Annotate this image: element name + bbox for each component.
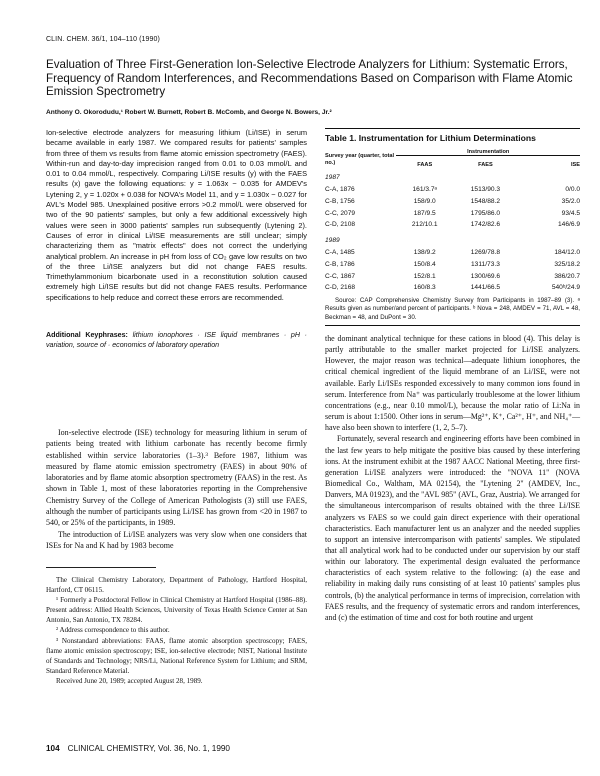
cell-ise: 146/6.9: [558, 221, 580, 229]
article-title: Evaluation of Three First-Generation Ion-Selective Electrode Analyzers for Lithium: Systematic Errors, Frequency of Random Interferences, and Recommendations Based on Comparison with Flame Atomic Emission Spectrometry: [46, 58, 573, 99]
cell-survey: C-A, 1485: [325, 248, 355, 256]
table-caption: Table 1. Instrumentation for Lithium Determinations: [325, 133, 536, 143]
cell-ise: 0/0.0: [565, 185, 580, 193]
paragraph: Ion-selective electrode (ISE) technology for measuring lithium in serum of patients being treated with lithium carbonate has recently become firmly established within service laboratories (1–3).³ Before 1987, lithium was measured by flame atomic emission spectrometry (FAES) in about 90% of laboratories and by flame atomic absorption spectrometry (FAAS) in the rest. As shown in Table 1, most of these laboratories reporting in the Comprehensive Chemistry Survey of the College of American Pathologists (3) still use FAES, although the number of participants using Li/ISE has grown from <20 in 1987 to 540, or 25% of the participants, in 1989.: [46, 428, 307, 528]
footnote-2: ² Address correspondence to this author.: [56, 626, 170, 635]
cell-faas: 138/9.2: [413, 248, 436, 256]
cell-survey: C-C, 2079: [325, 209, 356, 217]
survey-year: 1989: [325, 237, 340, 245]
journal-citation: CLINICAL CHEMISTRY, Vol. 36, No. 1, 1990: [67, 744, 230, 753]
cell-survey: C-B, 1786: [325, 260, 355, 268]
cell-faes: 1269/78.8: [470, 248, 501, 256]
table-row: [325, 270, 580, 282]
cell-faes: 1742/82.6: [470, 221, 501, 229]
cell-faes: 1300/69.6: [470, 272, 501, 280]
table-row: [325, 207, 580, 219]
footnote-affiliation: The Clinical Chemistry Laboratory, Department of Pathology, Hartford Hospital, Hartford, CT 06115.: [46, 576, 307, 595]
body-text-right: [325, 333, 580, 623]
col-group-header: Instrumentation: [396, 146, 580, 156]
cell-ise: 386/20.7: [554, 272, 580, 280]
cell-faes: 1795/86.0: [470, 209, 501, 217]
cell-faas: 158/9.0: [413, 197, 436, 205]
cell-survey: C-A, 1876: [325, 185, 355, 193]
cell-faes: 1311/73.3: [471, 260, 500, 268]
table-top-rule: [325, 128, 580, 129]
cell-faes: 1441/66.5: [470, 284, 501, 292]
keyphrases: [46, 330, 307, 351]
paragraph: the dominant analytical technique for these cations in blood (4). This delay is partly attributable to the smaller market projected for Li/ISE analyzers. However, the major reason was technical—adequate lithium ionophores, the critical chemical ingredient of the liquid membrane of an Li/ISE, were not available. Early Li/ISEs responded excessively to many common ions found in serum. Interference from Na⁺ was particularly troublesome at the lower lithium concentrations (e.g., near 0.10 mmol/L), because the molar ratio of Li:Na in serum is about 1:1500. Other ions in serum—Mg²⁺, K⁺, Ca²⁺, H⁺, and NH₄⁺—have also been shown to interfere (1, 2, 5–7).: [325, 334, 580, 433]
abstract: Ion-selective electrode analyzers for measuring lithium (Li/ISE) in serum became available in early 1987. We compared results for patients' samples from three of them vs results from flame atomic emission spectrometry (FAES). Within-run and day-to-day imprecision ranged from 0.01 to 0.03 mmol/L and 0.01 to 0.04 mmol/L, respectively. Comparing Li/ISE results (y) with the FAES results (x) gave the following equations: y = 1.063x − 0.035 for AMDEV's Lytening 2, y = 1.020x + 0.038 for NOVA's Model 11, and y = 1.030x − 0.027 for AVL's Model 985. Unexplained positive errors >0.2 mmol/L were observed for two of the 90 patients' samples, but only a few additional excessively high values were seen in 3000 patients' samples run subsequently (Lytening 2). Causes of error in clinical Li/ISE measurements are still unclear; simply characterizing them as "matrix effects" does not correct the underlying analytical problem. An increase in pH from loss of CO₂ gave low results on two of the three Li/ISE analyzers but did not change FAES results. Trimethylammonium bicarbonate used in a reconstitution solution caused extremely high Li/ISE results but did not change FAES results. Performance specifications to help reduce and correct these errors are recommended.: [46, 128, 307, 302]
cell-ise: 184/12.0: [554, 248, 580, 256]
received-dates: Received June 20, 1989; accepted August 28, 1989.: [56, 676, 203, 685]
table-group-row: [325, 168, 580, 184]
cell-faas: 187/9.5: [413, 209, 436, 217]
cell-survey: C-B, 1756: [325, 197, 355, 205]
survey-year: 1987: [325, 174, 340, 182]
paragraph: Fortunately, several research and engineering efforts have been combined in the last few years to help mitigate the positive bias caused by these interfering ions. At the instrument exhibit at the 1987 AACC National Meeting, three first-generation Li/ISE analyzers were introduced: the "NOVA 11" (NOVA Biomedical Co., Waltham, MA 02154), the "Lytening 2" (AMDEV, Inc., Danvers, MA 01923), and the "AVL 985" (AVL, Graz, Austria). We arranged for the simultaneous intercomparison of results obtained with the three Li/ISE analyzers vs FAES so we could gain direct experience with their operational characteristics. Each manufacturer lent us an analyzer and the needed supplies to support an intensive intercomparison with patients' samples. We stipulated that all analytical work had to be conducted under our supervision by our staff within our laboratory. The experimental design evaluated the performance characteristics of each system relative to the following: (a) the ease and reliability in making daily runs consisting of at least 10 patients' samples plus controls, (b) the analytical performance in terms of imprecision, correlation with FAES results, and the frequency of systematic errors and random interferences, and (c) the estimation of time and cost for both routine and urgent: [325, 434, 580, 622]
cell-faas: 160/8.3: [413, 284, 436, 292]
col-header-faas: FAAS: [417, 161, 433, 168]
cell-faas: 161/3.7ᵃ: [412, 185, 437, 193]
footnote-1: ¹ Formerly a Postdoctoral Fellow in Clinical Chemistry at Hartford Hospital (1986–88). Present address: Allied Health Sciences, University of Texas Health Science Center at San Antonio, San Antonio, TX 78284.: [46, 596, 307, 625]
cell-faas: 152/8.1: [413, 272, 436, 280]
col-header-faes: FAES: [478, 161, 493, 168]
footnotes: [46, 575, 307, 686]
table-1: [325, 128, 580, 326]
table-row: [325, 219, 580, 231]
cell-faes: 1513/90.3: [470, 185, 501, 193]
paragraph: The introduction of Li/ISE analyzers was very slow when one considers that ISEs for Na and K had by 1983 become: [46, 529, 307, 550]
cell-ise: 35/2.0: [561, 197, 580, 205]
running-head: CLIN. CHEM. 36/1, 104–110 (1990): [46, 36, 160, 43]
table-row: [325, 195, 580, 207]
table-group-row: [325, 231, 580, 247]
footnote-3: ³ Nonstandard abbreviations: FAAS, flame atomic absorption spectroscopy; FAES, flame atomic emission spectroscopy; ISE, ion-selective electrode; NIST, National Institute of Standards and Technology; NRS/Li, National Reference System for Lithium; and SRM, Standard Reference Material.: [46, 636, 307, 675]
keyphrases-label: Additional Keyphrases:: [46, 331, 128, 339]
table-footnote: Source: CAP Comprehensive Chemistry Survey from Participants in 1987–89 (3). ᵃ Results given as number/and percent of participants. ᵇ Nova = 248, AMDEV = 71, AVL = 48, Beckman = 48, and DuPont = 30.: [325, 296, 580, 321]
table-row: [325, 258, 580, 270]
cell-ise: 93/4.5: [561, 209, 580, 217]
cell-faas: 212/10.1: [411, 221, 438, 229]
cell-survey: C-D, 2168: [325, 284, 356, 292]
keyphrases-list: lithium ionophores · ISE liquid membranes · pH · variation, source of · economics of laboratory operation: [46, 331, 307, 350]
cell-survey: C-D, 2108: [325, 221, 356, 229]
table-row: [325, 184, 580, 196]
page-footer: [46, 744, 230, 753]
cell-survey: C-C, 1867: [325, 272, 356, 280]
col-header-survey: Survey year (quarter, total no.): [325, 152, 395, 167]
instrumentation-table: [325, 146, 580, 294]
page-number: 104: [46, 744, 60, 753]
cell-faas: 150/8.4: [413, 260, 436, 268]
col-header-ise: ISE: [570, 161, 580, 168]
cell-faes: 1548/88.2: [470, 197, 501, 205]
cell-ise: 540ᵇ/24.9: [551, 284, 580, 292]
table-row: [325, 247, 580, 259]
table-row: [325, 282, 580, 294]
body-text-left: [46, 427, 307, 551]
author-list: Anthony O. Okorodudu,¹ Robert W. Burnett, Robert B. McComb, and George N. Bowers, Jr.²: [46, 109, 332, 116]
table-bottom-rule: [325, 325, 580, 326]
footnote-divider: [46, 567, 156, 568]
cell-ise: 325/18.2: [554, 260, 580, 268]
